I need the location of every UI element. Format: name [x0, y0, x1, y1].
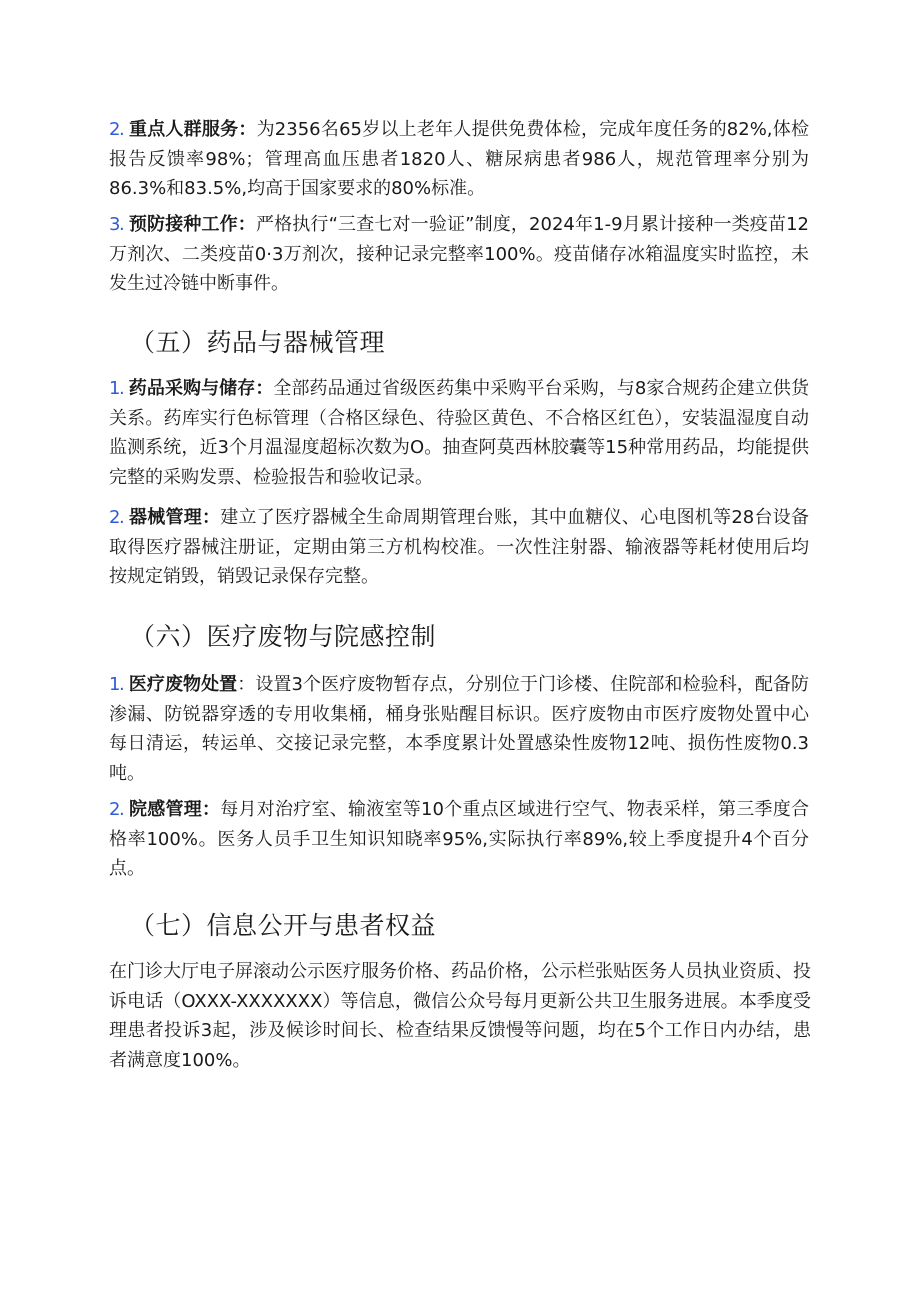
item-number: 2	[109, 507, 121, 528]
item-title: 医疗废物处置	[128, 674, 238, 695]
list-item-device-management	[109, 503, 809, 592]
item-body: . 药品采购与储存：全部药品通过省级医药集中采购平台采购，与8家合规药企建立供货关系。药库实行色标管理（合格区绿色、待验区黄色、不合格区红色），安装温湿度自动监测系统，近3个月温湿度超标次数为O。抽查阿莫西林胶囊等15种常用药品，均能提供完整的采购发票、检验报告和验收记录。	[109, 378, 810, 488]
item-body: . 院感管理：每月对治疗室、输液室等10个重点区域进行空气、物表采样，第三季度合格率100%。医务人员手卫生知识知晓率95%,实际执行率89%,较上季度提升4个百分点。	[109, 799, 810, 879]
section-heading-drugs: （五）药品与器械管理	[130, 328, 386, 357]
item-title: 院感管理：	[128, 799, 221, 820]
item-text: 严格执行“三查七对一验证”制度，2024年1-9月累计接种一类疫苗12万剂次、二类疫苗0·3万剂次，接种记录完整率100%。疫苗储存冰箱温度实时监控，未发生过冷链中断事件。	[109, 214, 810, 294]
item-text: 每月对治疗室、输液室等10个重点区域进行空气、物表采样，第三季度合格率100%。医务人员手卫生知识知晓率95%,实际执行率89%,较上季度提升4个百分点。	[109, 799, 810, 879]
item-text: ：设置3个医疗废物暂存点，分别位于门诊楼、住院部和检验科，配备防渗漏、防锐器穿透的专用收集桶，桶身张贴醒目标识。医疗废物由市医疗废物处置中心每日清运，转运单、交接记录完整，本季度累计处置感染性废物12吨、损伤性废物0.3吨。	[109, 674, 810, 784]
item-number: 1	[109, 674, 121, 695]
list-item-key-population	[109, 115, 809, 204]
item-body: . 器械管理：建立了医疗器械全生命周期管理台账，其中血糖仪、心电图机等28台设备取得医疗器械注册证，定期由第三方机构校准。一次性注射器、输液器等耗材使用后均按规定销毁，销毁记录保存完整。	[109, 507, 810, 587]
section-heading-waste: （六）医疗废物与院感控制	[130, 622, 437, 651]
item-title: 药品采购与储存：	[128, 378, 274, 399]
list-item-drug-procurement	[109, 374, 809, 492]
item-body: . 预防接种工作：严格执行“三查七对一验证”制度，2024年1-9月累计接种一类疫苗12万剂次、二类疫苗0·3万剂次，接种记录完整率100%。疫苗储存冰箱温度实时监控，未发生过冷链中断事件。	[109, 214, 810, 294]
item-title: 预防接种工作：	[128, 214, 256, 235]
item-body: . 医疗废物处置：设置3个医疗废物暂存点，分别位于门诊楼、住院部和检验科，配备防渗漏、防锐器穿透的专用收集桶，桶身张贴醒目标识。医疗废物由市医疗废物处置中心每日清运，转运单、交接记录完整，本季度累计处置感染性废物12吨、损伤性废物0.3吨。	[109, 674, 810, 784]
list-item-infection-control	[109, 795, 809, 884]
section-heading-disclosure: （七）信息公开与患者权益	[130, 911, 437, 940]
item-text: 全部药品通过省级医药集中采购平台采购，与8家合规药企建立供货关系。药库实行色标管理（合格区绿色、待验区黄色、不合格区红色），安装温湿度自动监测系统，近3个月温湿度超标次数为O。抽查阿莫西林胶囊等15种常用药品，均能提供完整的采购发票、检验报告和验收记录。	[109, 378, 810, 488]
disclosure-paragraph: 在门诊大厅电子屏滚动公示医疗服务价格、药品价格，公示栏张贴医务人员执业资质、投诉电话（OXXX-XXXXXXX）等信息，微信公众号每月更新公共卫生服务进展。本季度受理患者投诉3起，涉及候诊时间长、检查结果反馈慢等问题，均在5个工作日内办结，患者满意度100%。	[109, 961, 811, 1071]
item-title: 器械管理：	[128, 507, 221, 528]
item-number: 2	[109, 119, 121, 140]
item-title: 重点人群服务：	[128, 119, 257, 140]
list-item-vaccination	[109, 210, 809, 299]
item-body: . 重点人群服务：为2356名65岁以上老年人提供免费体检，完成年度任务的82%,体检报告反馈率98%；管理高血压患者1820人、糖尿病患者986人，规范管理率分别为86.3%和83.5%,均高于国家要求的80%标准。	[109, 119, 809, 199]
item-number: 2	[109, 799, 121, 820]
item-number: 3	[109, 214, 121, 235]
item-number: 1	[109, 378, 121, 399]
list-item-medical-waste	[109, 670, 809, 788]
item-text: 建立了医疗器械全生命周期管理台账，其中血糖仪、心电图机等28台设备取得医疗器械注册证，定期由第三方机构校准。一次性注射器、输液器等耗材使用后均按规定销毁，销毁记录保存完整。	[109, 507, 810, 587]
item-text: 为2356名65岁以上老年人提供免费体检，完成年度任务的82%,体检报告反馈率98%；管理高血压患者1820人、糖尿病患者986人，规范管理率分别为86.3%和83.5%,均高于国家要求的80%标准。	[109, 119, 809, 199]
